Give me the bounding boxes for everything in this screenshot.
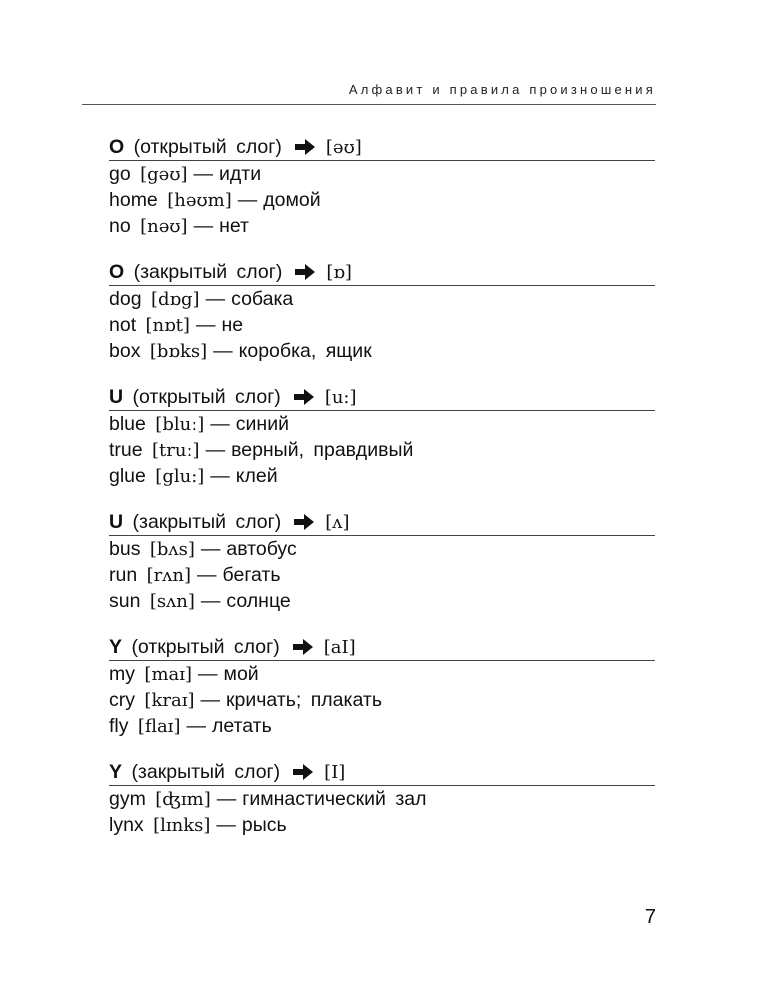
em-dash: — bbox=[237, 189, 258, 211]
rule-section bbox=[109, 384, 655, 489]
em-dash: — bbox=[216, 814, 236, 836]
example-transcription: [rʌn] bbox=[146, 565, 192, 586]
example-transcription: [bʌs] bbox=[149, 539, 195, 560]
example-translation: домой bbox=[263, 189, 321, 211]
example-word: glue bbox=[109, 465, 146, 487]
syllable-type: (закрытый слог) bbox=[132, 511, 282, 533]
example-transcription: [sʌn] bbox=[149, 591, 195, 612]
example-word: my bbox=[109, 663, 135, 685]
example-row bbox=[109, 812, 655, 838]
em-dash: — bbox=[200, 689, 220, 711]
example-transcription: [maɪ] bbox=[144, 664, 193, 685]
rules-list bbox=[109, 134, 655, 858]
em-dash: — bbox=[186, 715, 206, 737]
em-dash: — bbox=[198, 663, 218, 685]
example-translation: собака bbox=[231, 288, 294, 310]
em-dash: — bbox=[216, 788, 237, 810]
syllable-type: (открытый слог) bbox=[132, 386, 281, 408]
rule-heading bbox=[109, 134, 655, 161]
arrow-right-icon bbox=[292, 638, 314, 656]
example-translation: мой bbox=[223, 663, 259, 685]
example-word: run bbox=[109, 564, 138, 586]
running-head: Алфавит и правила произношения bbox=[348, 82, 656, 97]
example-transcription: [bɒks] bbox=[149, 341, 208, 362]
page-number: 7 bbox=[644, 906, 656, 928]
example-row bbox=[109, 661, 655, 687]
rule-letter: O bbox=[109, 261, 125, 283]
example-row bbox=[109, 286, 655, 312]
header-rule bbox=[82, 104, 656, 105]
rule-sound: [aI] bbox=[323, 637, 356, 658]
arrow-right-icon bbox=[292, 763, 314, 781]
example-word: cry bbox=[109, 689, 135, 711]
example-row bbox=[109, 536, 655, 562]
example-translation: рысь bbox=[241, 814, 287, 836]
em-dash: — bbox=[193, 163, 214, 185]
example-word: bus bbox=[109, 538, 141, 560]
example-translation: кричать; плакать bbox=[225, 689, 382, 711]
example-transcription: [nɒt] bbox=[145, 315, 190, 336]
syllable-type: (открытый слог) bbox=[133, 136, 282, 158]
example-row bbox=[109, 161, 655, 187]
em-dash: — bbox=[200, 590, 221, 612]
arrow-right-icon bbox=[293, 513, 315, 531]
rule-letter: U bbox=[109, 511, 124, 533]
syllable-type: (закрытый слог) bbox=[133, 261, 283, 283]
example-translation: летать bbox=[211, 715, 272, 737]
example-translation: клей bbox=[235, 465, 278, 487]
example-translation: идти bbox=[219, 163, 262, 185]
rule-section bbox=[109, 509, 655, 614]
example-transcription: [gəʊ] bbox=[140, 164, 188, 185]
example-translation: не bbox=[221, 314, 244, 336]
rule-heading bbox=[109, 759, 655, 786]
example-translation: солнце bbox=[226, 590, 291, 612]
example-row bbox=[109, 687, 655, 713]
rule-letter: Y bbox=[109, 636, 123, 658]
example-transcription: [lɪnks] bbox=[153, 815, 211, 836]
example-row bbox=[109, 411, 655, 437]
example-transcription: [truː] bbox=[152, 440, 200, 461]
rule-heading bbox=[109, 384, 655, 411]
em-dash: — bbox=[213, 340, 233, 362]
em-dash: — bbox=[205, 288, 226, 310]
example-word: dog bbox=[109, 288, 142, 310]
example-word: sun bbox=[109, 590, 141, 612]
example-transcription: [ʤɪm] bbox=[155, 789, 211, 810]
rule-heading bbox=[109, 259, 655, 286]
example-row bbox=[109, 312, 655, 338]
rule-section bbox=[109, 634, 655, 739]
example-translation: верный, правдивый bbox=[231, 439, 414, 461]
rule-section bbox=[109, 134, 655, 239]
rule-sound: [əʊ] bbox=[325, 137, 362, 158]
example-translation: синий bbox=[235, 413, 289, 435]
example-row bbox=[109, 786, 655, 812]
rule-sound: [u:] bbox=[324, 387, 357, 408]
example-row bbox=[109, 562, 655, 588]
rule-sound: [I] bbox=[324, 762, 346, 783]
example-word: go bbox=[109, 163, 131, 185]
example-word: fly bbox=[109, 715, 129, 737]
arrow-right-icon bbox=[293, 388, 315, 406]
example-word: home bbox=[109, 189, 158, 211]
syllable-type: (закрытый слог) bbox=[131, 761, 281, 783]
example-transcription: [kraɪ] bbox=[144, 690, 195, 711]
example-translation: автобус bbox=[226, 538, 297, 560]
example-translation: гимнастический зал bbox=[242, 788, 427, 810]
example-word: box bbox=[109, 340, 141, 362]
example-transcription: [bluː] bbox=[155, 414, 205, 435]
rule-letter: U bbox=[109, 386, 124, 408]
example-translation: коробка, ящик bbox=[238, 340, 372, 362]
em-dash: — bbox=[205, 439, 226, 461]
arrow-right-icon bbox=[294, 138, 316, 156]
example-word: lynx bbox=[109, 814, 144, 836]
example-translation: бегать bbox=[222, 564, 281, 586]
em-dash: — bbox=[193, 215, 214, 237]
example-transcription: [nəʊ] bbox=[140, 216, 188, 237]
rule-heading bbox=[109, 634, 655, 661]
em-dash: — bbox=[210, 413, 230, 435]
example-row bbox=[109, 338, 655, 364]
example-transcription: [glu:] bbox=[155, 466, 205, 487]
rule-section bbox=[109, 259, 655, 364]
example-transcription: [həʊm] bbox=[167, 190, 232, 211]
example-word: gym bbox=[109, 788, 146, 810]
example-transcription: [flaɪ] bbox=[137, 716, 181, 737]
em-dash: — bbox=[210, 465, 230, 487]
example-row bbox=[109, 437, 655, 463]
rule-section bbox=[109, 759, 655, 838]
arrow-right-icon bbox=[294, 263, 316, 281]
em-dash: — bbox=[195, 314, 216, 336]
rule-sound: [ʌ] bbox=[325, 512, 350, 533]
example-row bbox=[109, 213, 655, 239]
example-row bbox=[109, 187, 655, 213]
example-translation: нет bbox=[219, 215, 249, 237]
example-word: blue bbox=[109, 413, 146, 435]
rule-letter: Y bbox=[109, 761, 123, 783]
example-transcription: [dɒg] bbox=[150, 289, 200, 310]
syllable-type: (открытый слог) bbox=[131, 636, 280, 658]
example-row bbox=[109, 463, 655, 489]
example-row bbox=[109, 713, 655, 739]
example-word: no bbox=[109, 215, 131, 237]
em-dash: — bbox=[200, 538, 221, 560]
em-dash: — bbox=[197, 564, 217, 586]
rule-sound: [ɒ] bbox=[326, 262, 352, 283]
rule-letter: O bbox=[109, 136, 125, 158]
example-word: not bbox=[109, 314, 137, 336]
example-row bbox=[109, 588, 655, 614]
example-word: true bbox=[109, 439, 143, 461]
rule-heading bbox=[109, 509, 655, 536]
